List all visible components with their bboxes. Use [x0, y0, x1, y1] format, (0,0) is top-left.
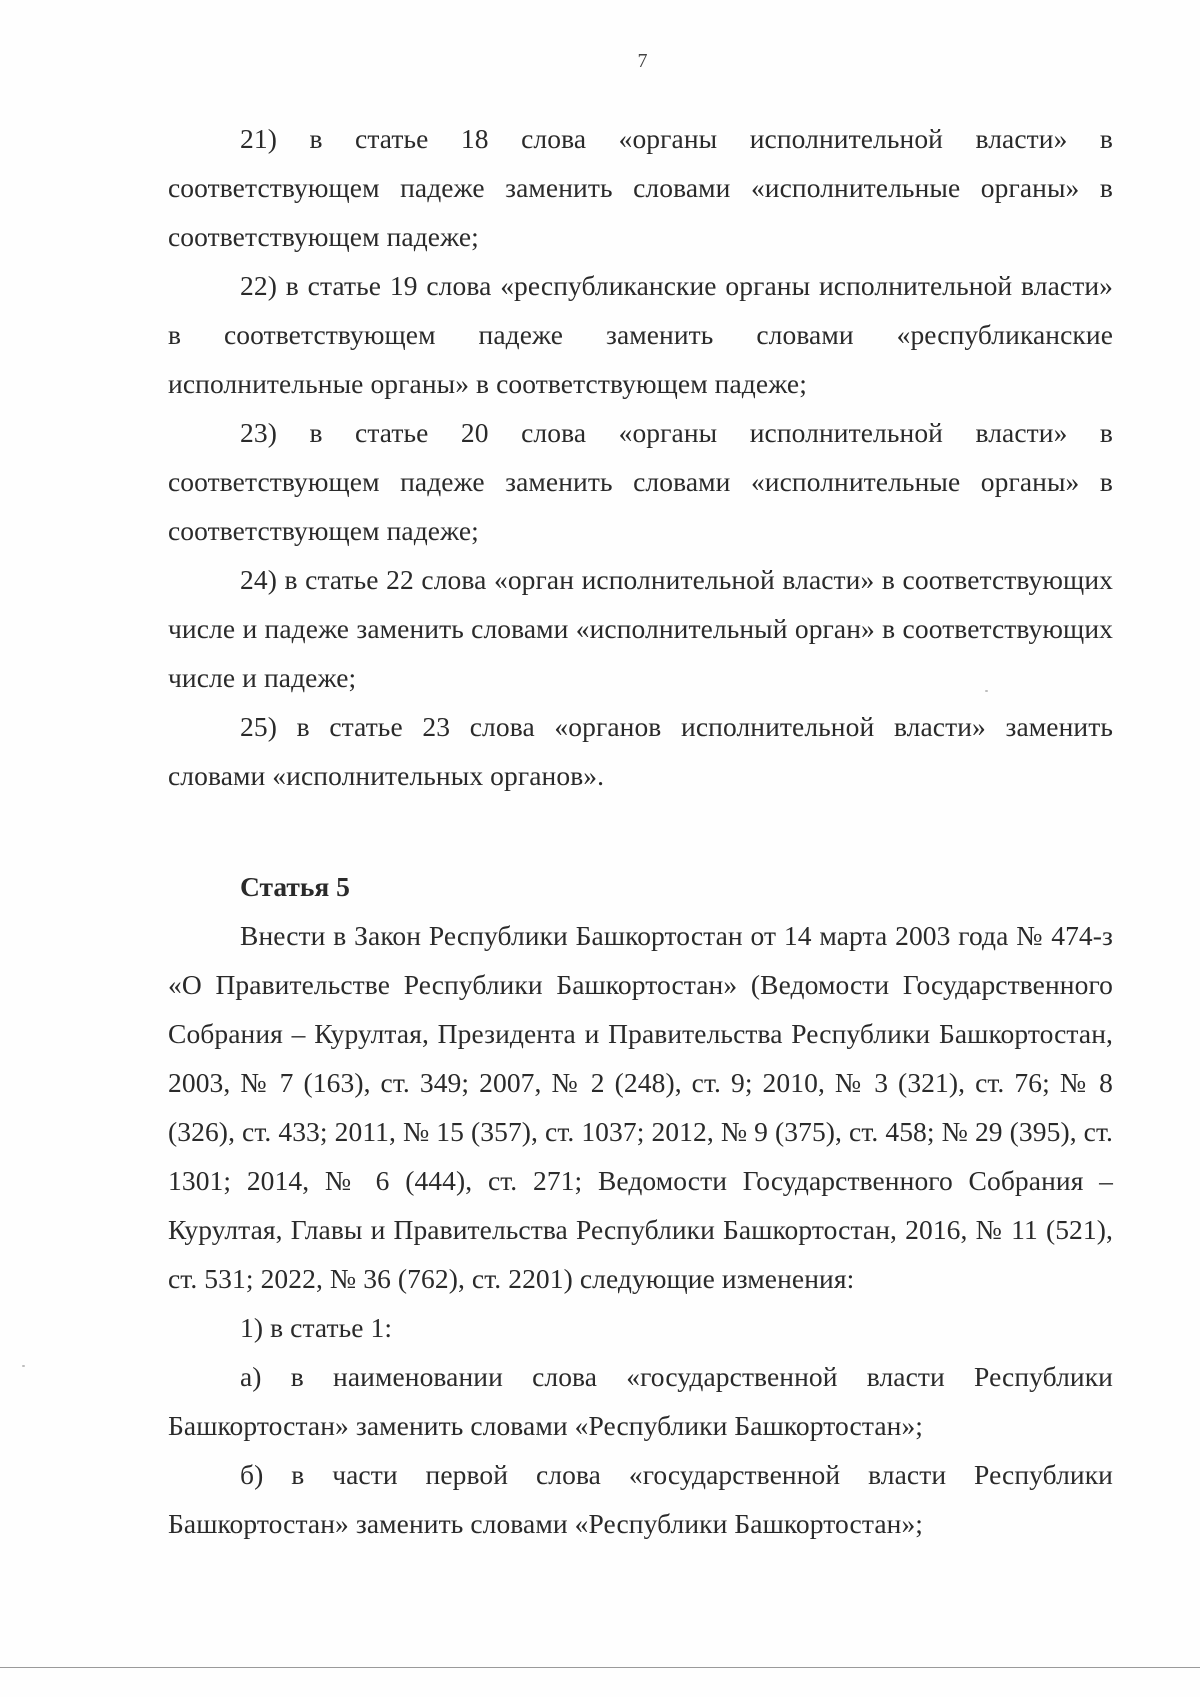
amendment-item-23: 23) в статье 20 слова «органы исполнительной власти» в соответствующем падеже заменить словами «исполнительные органы» в соответствующем падеже; — [168, 417, 1113, 546]
document-body — [168, 114, 1113, 1548]
scan-speck — [985, 690, 988, 692]
article-item-1b: б) в части первой слова «государственной власти Республики Башкортостан» заменить словами «Республики Башкортостан»; — [168, 1459, 1113, 1539]
scan-edge-line — [0, 1667, 1200, 1668]
amendment-item-22: 22) в статье 19 слова «республиканские органы исполнительной власти» в соответствующем падеже заменить словами «республиканские исполнительные органы» в соответствующем падеже; — [168, 270, 1113, 399]
article-heading: Статья 5 — [240, 871, 350, 902]
amendment-item-21: 21) в статье 18 слова «органы исполнительной власти» в соответствующем падеже заменить словами «исполнительные органы» в соответствующем падеже; — [168, 123, 1113, 252]
amendment-item-24: 24) в статье 22 слова «орган исполнительной власти» в соответствующих числе и падеже заменить словами «исполнительный орган» в соответствующих числе и падеже; — [168, 564, 1113, 693]
page-number: 7 — [637, 50, 648, 72]
scan-speck — [22, 1365, 25, 1367]
article-item-1a: а) в наименовании слова «государственной власти Республики Башкортостан» заменить словами «Республики Башкортостан»; — [168, 1361, 1113, 1441]
article-item-1: 1) в статье 1: — [240, 1312, 393, 1343]
amendment-item-25: 25) в статье 23 слова «органов исполнительной власти» заменить словами «исполнительных органов». — [168, 711, 1113, 791]
article-intro: Внести в Закон Республики Башкортостан от 14 марта 2003 года № 474-з «О Правительстве Республики Башкортостан» (Ведомости Государственного Собрания – Курултая, Президента и Правительства Республики Башкортостан, 2003, № 7 (163), ст. 349; 2007, № 2 (248), ст. 9; 2010, № 3 (321), ст. 76; № 8 (326), ст. 433; 2011, № 15 (357), ст. 1037; 2012, № 9 (375), ст. 458; № 29 (395), ст. 1301; 2014, № 6 (444), ст. 271; Ведомости Государственного Собрания – Курултая, Главы и Правительства Республики Башкортостан, 2016, № 11 (521), ст. 531; 2022, № 36 (762), ст. 2201) следующие изменения: — [168, 920, 1113, 1294]
